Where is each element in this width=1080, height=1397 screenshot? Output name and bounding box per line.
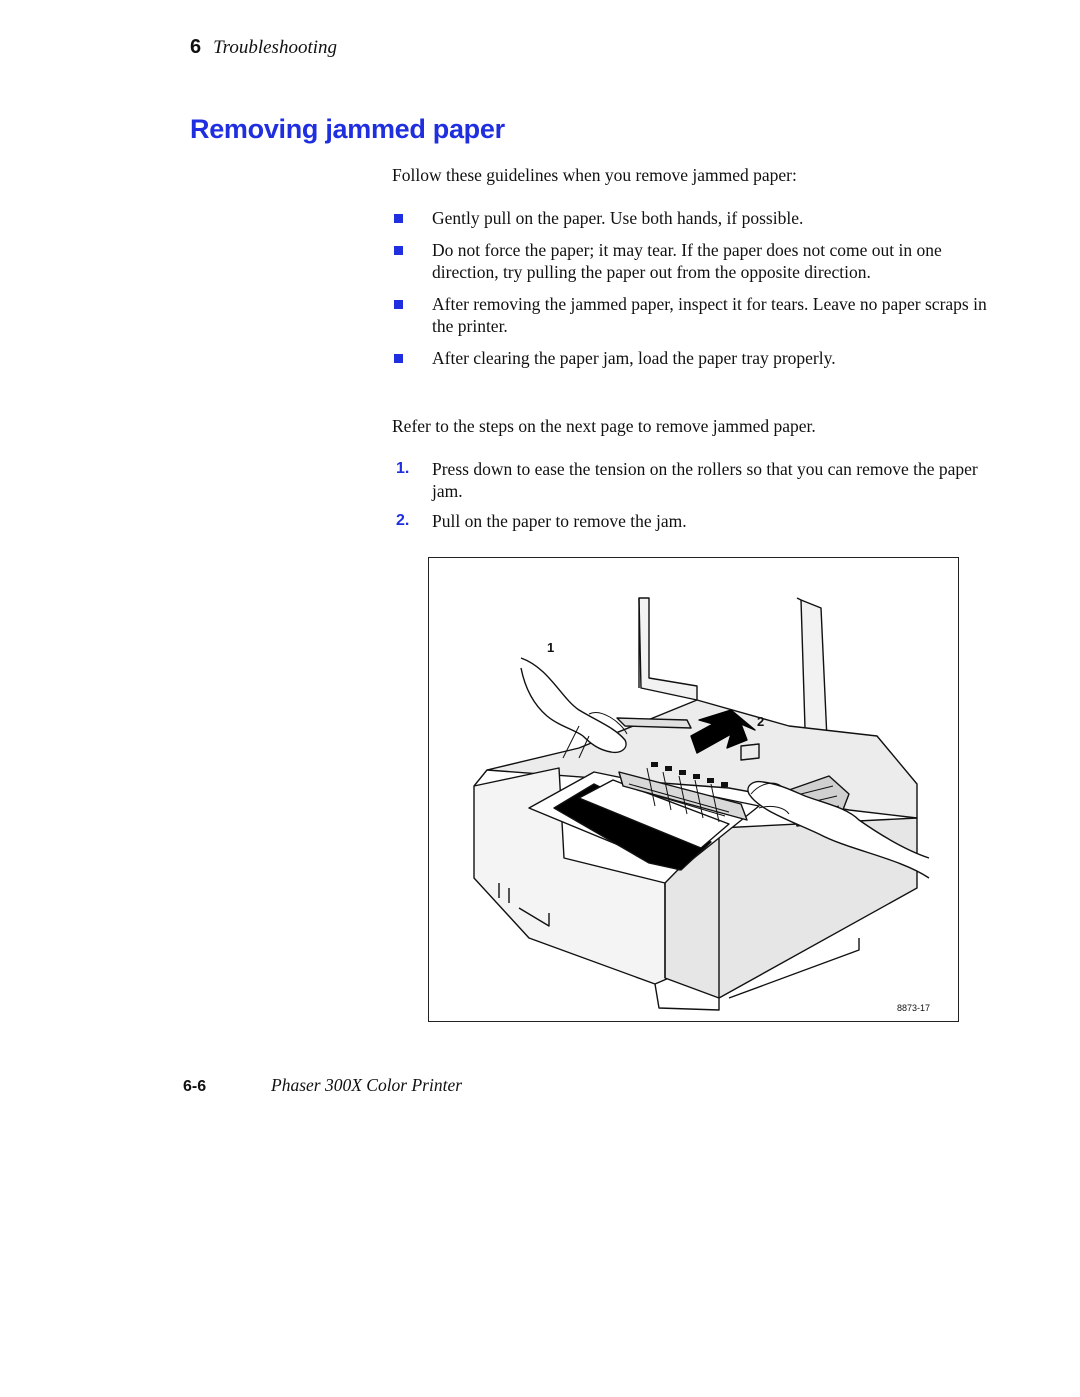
guideline-list (392, 207, 992, 379)
list-item (392, 347, 992, 369)
list-item-text: Gently pull on the paper. Use both hands, if possible. (432, 208, 804, 228)
list-item (392, 207, 992, 229)
chapter-title: Troubleshooting (213, 37, 337, 58)
product-name: Phaser 300X Color Printer (271, 1075, 463, 1095)
section-title: Removing jammed paper (190, 114, 505, 144)
figure-id: 8873-17 (896, 1003, 930, 1013)
square-bullet-icon (394, 354, 403, 363)
list-item-text: After removing the jammed paper, inspect it for tears. Leave no paper scraps in the printer. (432, 294, 987, 336)
list-item-text: Do not force the paper; it may tear. If the paper does not come out in one direction, try pulling the paper out from the opposite direction. (432, 240, 942, 282)
step-text: Press down to ease the tension on the rollers so that you can remove the paper jam. (432, 459, 978, 501)
page-footer (183, 1075, 462, 1096)
intro-paragraph: Follow these guidelines when you remove jammed paper: (392, 165, 797, 185)
chapter-number: 6 (190, 36, 202, 58)
callout-label-2: 2 (757, 714, 765, 729)
square-bullet-icon (394, 214, 403, 223)
page-number: 6-6 (183, 1078, 207, 1095)
step-text: Pull on the paper to remove the jam. (432, 511, 687, 531)
list-item-text: After clearing the paper jam, load the paper tray properly. (432, 348, 836, 368)
printer-drawing (429, 558, 960, 1023)
square-bullet-icon (394, 300, 403, 309)
running-header (190, 36, 337, 59)
printer-illustration (428, 557, 959, 1022)
step-item (392, 458, 992, 502)
list-item (392, 293, 992, 337)
refer-paragraph: Refer to the steps on the next page to remove jammed paper. (392, 416, 816, 436)
step-item (392, 510, 992, 532)
step-number: 1. (396, 460, 410, 477)
callout-label-1: 1 (547, 640, 555, 655)
step-list (392, 458, 992, 540)
square-bullet-icon (394, 246, 403, 255)
list-item (392, 239, 992, 283)
step-number: 2. (396, 512, 410, 529)
